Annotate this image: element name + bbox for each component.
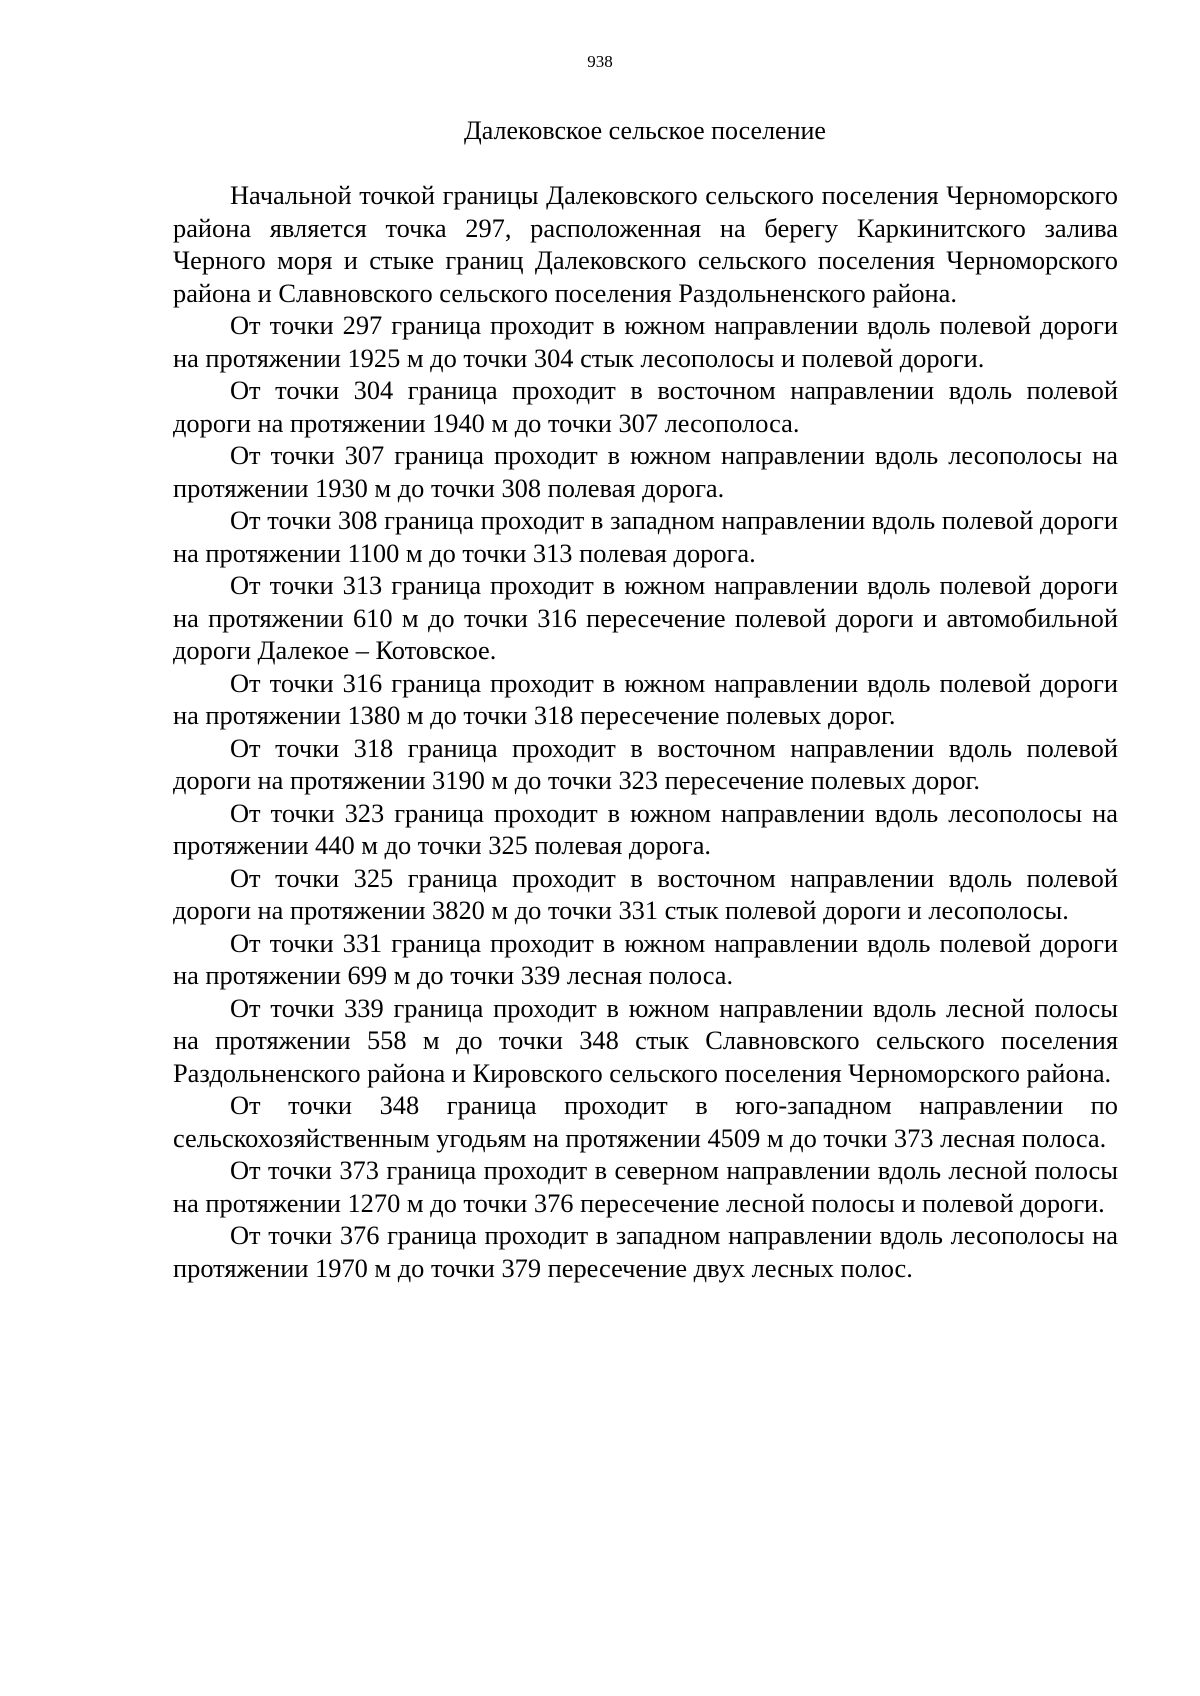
paragraph-point-339: От точки 339 граница проходит в южном направлении вдоль лесной полосы на протяжении 558 м до точки 348 стык Славновского сельского поселения Раздольненского района и Кировского сельского поселения Черноморского района.: [173, 992, 1118, 1088]
paragraph-point-307: От точки 307 граница проходит в южном направлении вдоль лесополосы на протяжении 1930 м до точки 308 полевая дорога.: [173, 440, 1118, 503]
paragraph-point-376: От точки 376 граница проходит в западном направлении вдоль лесополосы на протяжении 1970 м до точки 379 пересечение двух лесных полос.: [173, 1220, 1118, 1283]
paragraph-point-313: От точки 313 граница проходит в южном направлении вдоль полевой дороги на протяжении 610 м до точки 316 пересечение полевой дороги и автомобильной дороги Далекое – Котовское.: [173, 570, 1118, 665]
body-text: [173, 179, 1118, 1284]
paragraph-point-318: От точки 318 граница проходит в восточном направлении вдоль полевой дороги на протяжении 3190 м до точки 323 пересечение полевых дорог.: [173, 732, 1118, 795]
paragraph-point-348: От точки 348 граница проходит в юго-западном направлении по сельскохозяйственным угодьям на протяжении 4509 м до точки 373 лесная полоса.: [173, 1090, 1118, 1153]
paragraph-point-325: От точки 325 граница проходит в восточном направлении вдоль полевой дороги на протяжении 3820 м до точки 331 стык полевой дороги и лесополосы.: [173, 862, 1118, 925]
paragraph-point-308: От точки 308 граница проходит в западном направлении вдоль полевой дороги на протяжении 1100 м до точки 313 полевая дорога.: [173, 505, 1118, 568]
paragraph-start-point: Начальной точкой границы Далековского сельского поселения Черноморского района является точка 297, расположенная на берегу Каркинитского залива Черного моря и стыке границ Далековского сельского поселения Черноморского района и Славновского сельского поселения Раздольненского района.: [173, 180, 1118, 308]
paragraph-point-316: От точки 316 граница проходит в южном направлении вдоль полевой дороги на протяжении 1380 м до точки 318 пересечение полевых дорог.: [173, 667, 1118, 730]
paragraph-point-297: От точки 297 граница проходит в южном направлении вдоль полевой дороги на протяжении 1925 м до точки 304 стык лесополосы и полевой дороги.: [173, 310, 1118, 373]
paragraph-point-373: От точки 373 граница проходит в северном направлении вдоль лесной полосы на протяжении 1270 м до точки 376 пересечение лесной полосы и полевой дороги.: [173, 1155, 1118, 1218]
paragraph-point-331: От точки 331 граница проходит в южном направлении вдоль полевой дороги на протяжении 699 м до точки 339 лесная полоса.: [173, 927, 1118, 990]
page-number: 938: [587, 52, 613, 71]
paragraph-point-304: От точки 304 граница проходит в восточном направлении вдоль полевой дороги на протяжении 1940 м до точки 307 лесополоса.: [173, 375, 1118, 438]
paragraph-point-323: От точки 323 граница проходит в южном направлении вдоль лесополосы на протяжении 440 м до точки 325 полевая дорога.: [173, 797, 1118, 860]
section-heading: Далековское сельское поселение: [464, 116, 826, 145]
